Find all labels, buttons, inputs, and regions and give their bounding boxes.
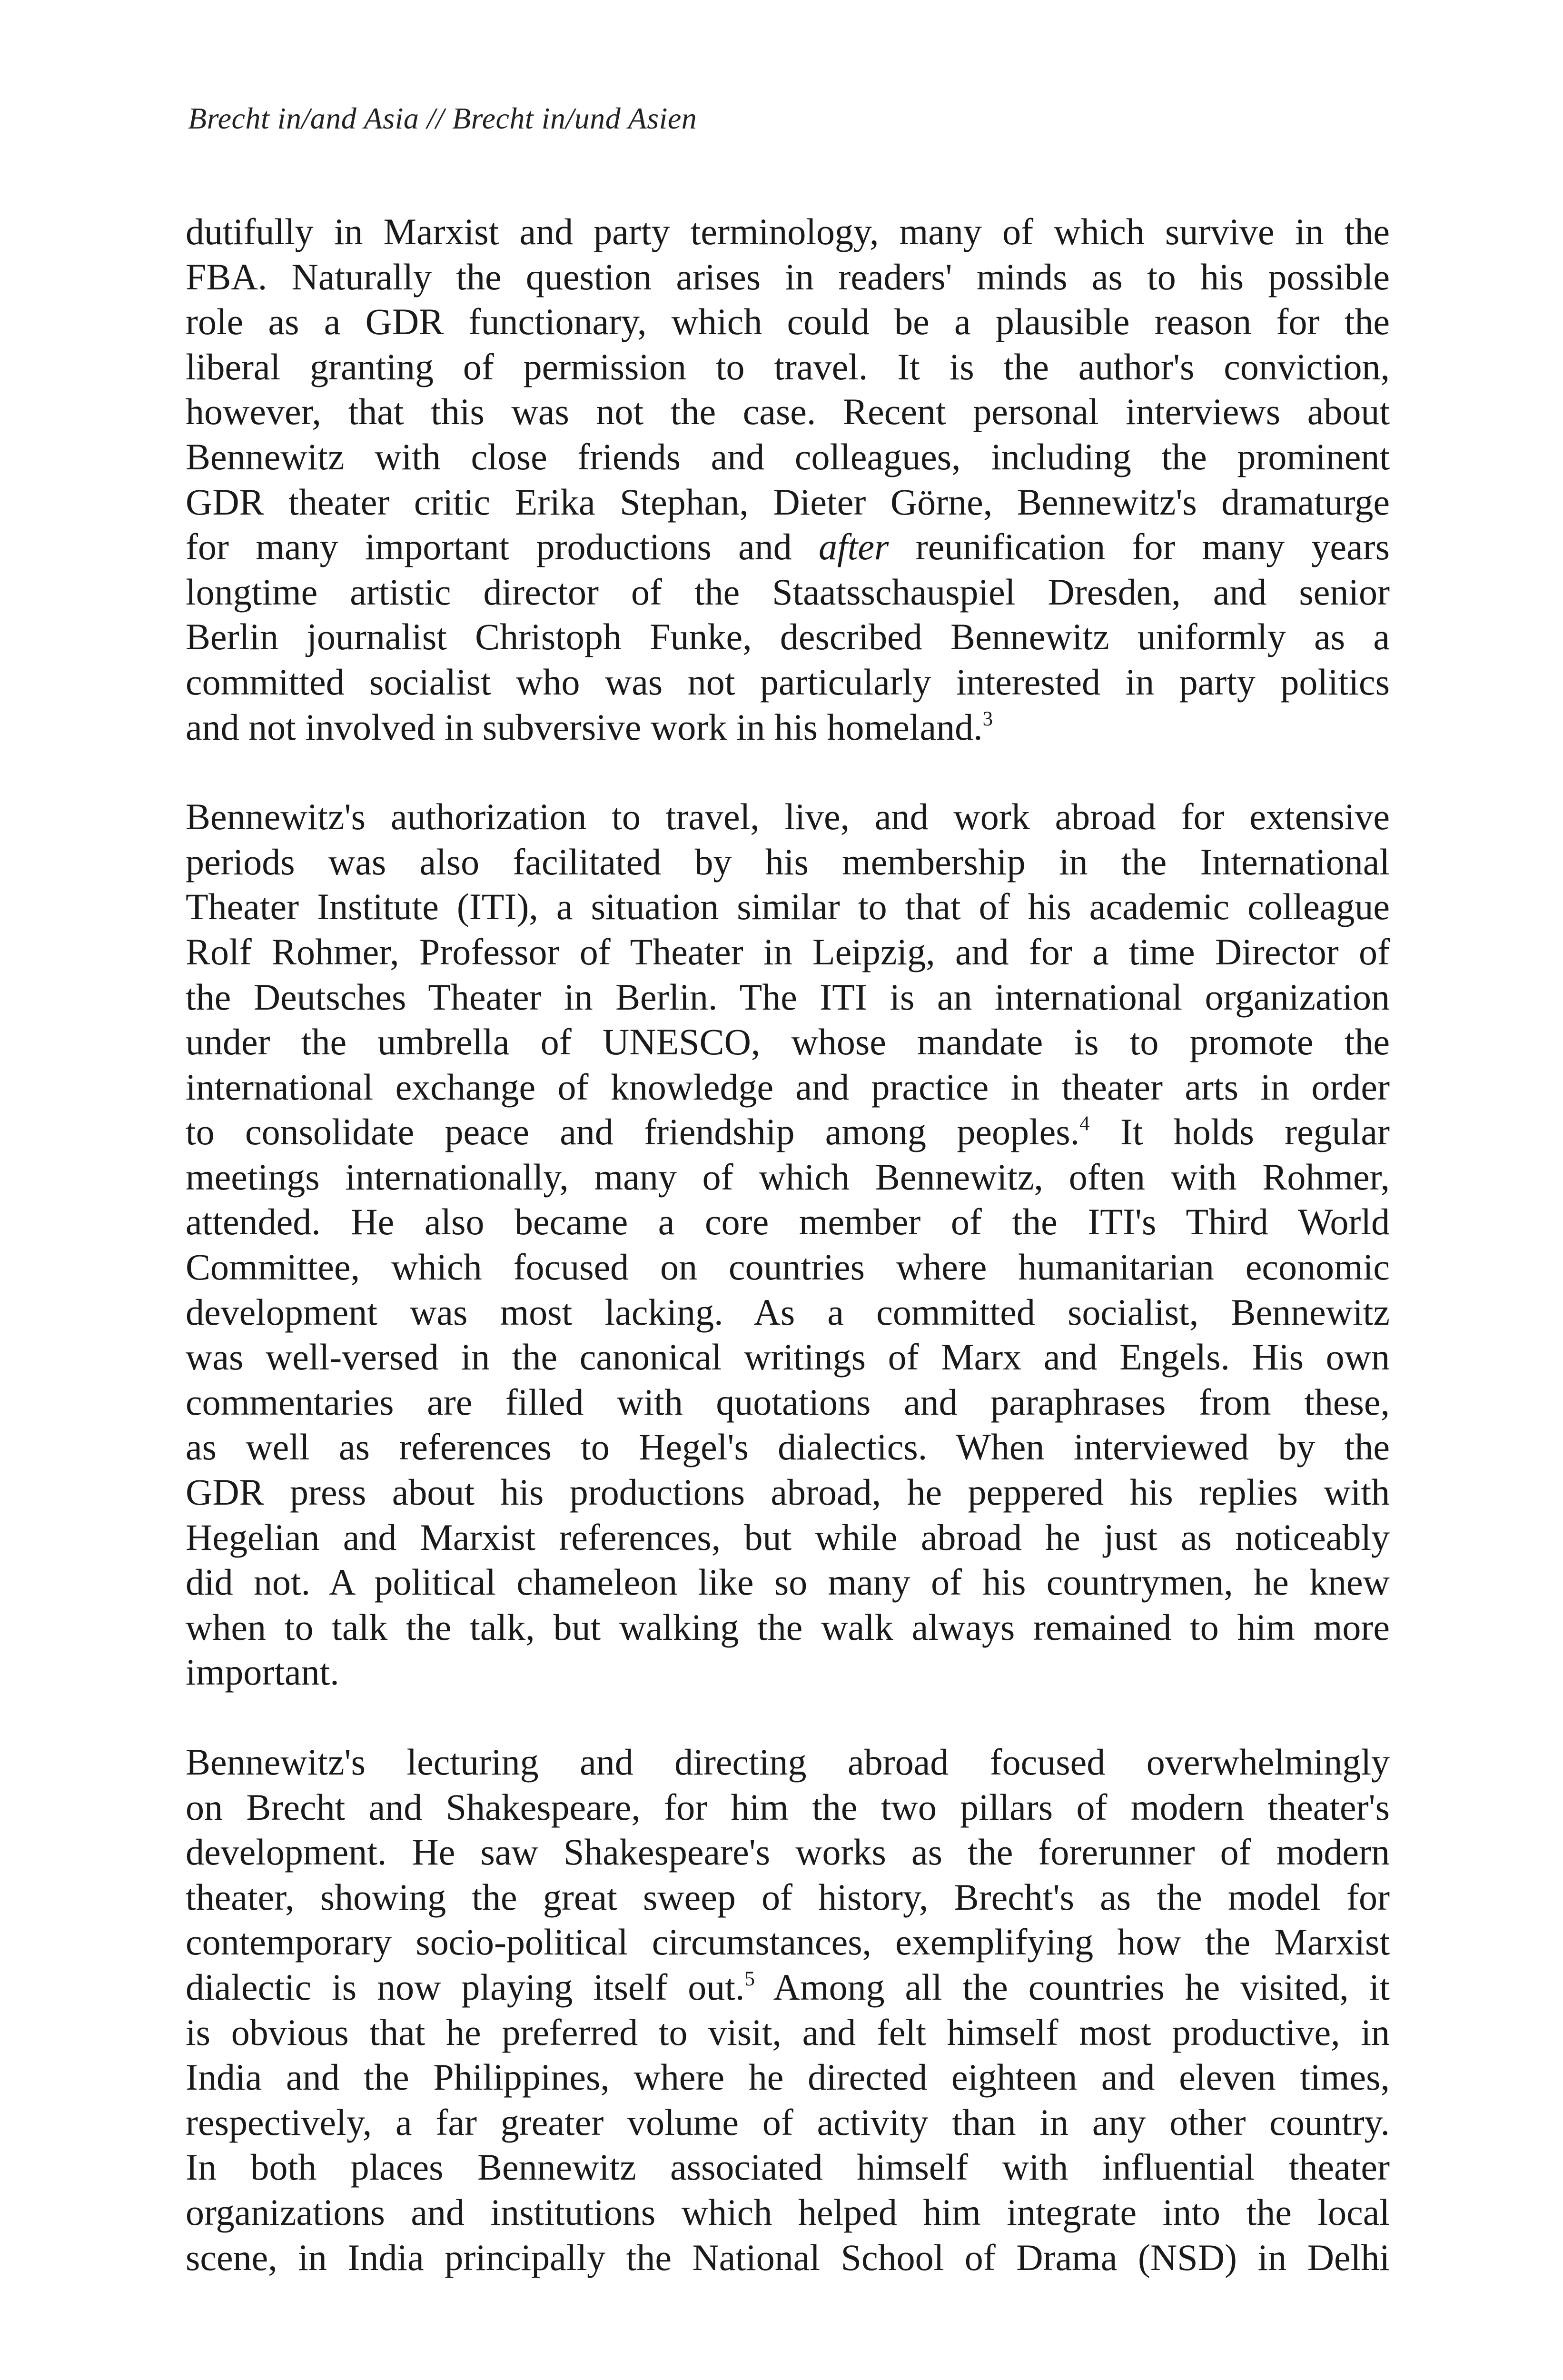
text-line: commentaries are filled with quotations and paraphrases from these,: [186, 1381, 1390, 1423]
text-line: [186, 525, 1390, 570]
text-line: liberal granting of permission to travel. It is the author's conviction,: [186, 346, 1390, 387]
text-line: important.: [186, 1651, 339, 1693]
text-line: organizations and institutions which helped him integrate into the local: [186, 2191, 1390, 2233]
text-line: role as a GDR functionary, which could be a plausible reason for the: [186, 301, 1390, 343]
text-line: dutifully in Marxist and party terminology, many of which survive in the: [186, 211, 1390, 252]
text-line: Theater Institute (ITI), a situation similar to that of his academic colleague: [186, 886, 1390, 928]
text-line: did not. A political chameleon like so many of his countrymen, he knew: [186, 1561, 1390, 1603]
text-line: Rolf Rohmer, Professor of Theater in Leipzig, and for a time Director of: [186, 931, 1390, 972]
text-line: attended. He also became a core member of the ITI's Third World: [186, 1201, 1390, 1243]
text-line: India and the Philippines, where he directed eighteen and eleven times,: [186, 2056, 1390, 2098]
text-line: the Deutsches Theater in Berlin. The ITI is an international organization: [186, 976, 1390, 1018]
text-line: In both places Bennewitz associated himself with influential theater: [186, 2146, 1390, 2188]
text-line: FBA. Naturally the question arises in readers' minds as to his possible: [186, 256, 1390, 298]
text-line: respectively, a far greater volume of activity than in any other country.: [186, 2101, 1390, 2143]
text-line: scene, in India principally the National School of Drama (NSD) in Delhi: [186, 2236, 1390, 2278]
text-line: as well as references to Hegel's dialectics. When interviewed by the: [186, 1426, 1390, 1468]
text-line: GDR theater critic Erika Stephan, Dieter Görne, Bennewitz's dramaturge: [186, 481, 1390, 523]
text-segment: and not involved in subversive work in his homeland.: [186, 706, 983, 748]
text-segment: It holds regular: [1120, 1111, 1390, 1153]
paragraph-2: [186, 794, 1390, 1695]
text-line: Hegelian and Marxist references, but while abroad he just as noticeably: [186, 1516, 1390, 1558]
text-segment: Among all the countries he visited, it: [773, 1966, 1390, 2008]
paragraph-1: [186, 209, 1390, 750]
footnote-ref-4: 4: [1079, 1112, 1090, 1135]
text-line: Bennewitz's authorization to travel, live, and work abroad for extensive: [186, 796, 1390, 838]
text-line: was well-versed in the canonical writings of Marx and Engels. His own: [186, 1336, 1390, 1378]
running-head: Brecht in/and Asia // Brecht in/und Asien: [188, 101, 697, 135]
italic-emphasis: after: [819, 526, 889, 568]
text-segment: for many important productions and: [186, 526, 792, 568]
text-line: when to talk the talk, but walking the walk always remained to him more: [186, 1606, 1390, 1648]
text-line: however, that this was not the case. Recent personal interviews about: [186, 391, 1390, 433]
text-line: Bennewitz with close friends and colleagues, including the prominent: [186, 436, 1390, 477]
text-line: [186, 1965, 1390, 2010]
text-segment: reunification for many years: [915, 526, 1390, 568]
text-segment: to consolidate peace and friendship among peoples.: [186, 1111, 1080, 1153]
footnote-ref-3: 3: [982, 707, 993, 730]
footnote-ref-5: 5: [744, 1967, 755, 1990]
text-line: development. He saw Shakespeare's works as the forerunner of modern: [186, 1831, 1390, 1873]
text-line: [186, 1110, 1390, 1155]
text-line: under the umbrella of UNESCO, whose mandate is to promote the: [186, 1021, 1390, 1063]
text-line: Bennewitz's lecturing and directing abroad focused overwhelmingly: [186, 1741, 1390, 1783]
text-line: contemporary socio-political circumstances, exemplifying how the Marxist: [186, 1921, 1390, 1963]
text-line: meetings internationally, many of which Bennewitz, often with Rohmer,: [186, 1156, 1390, 1198]
text-line: international exchange of knowledge and practice in theater arts in order: [186, 1066, 1390, 1108]
paragraph-3: [186, 1740, 1390, 2280]
text-line: GDR press about his productions abroad, he peppered his replies with: [186, 1471, 1390, 1513]
text-line: Berlin journalist Christoph Funke, described Bennewitz uniformly as a: [186, 616, 1390, 658]
text-line: development was most lacking. As a committed socialist, Bennewitz: [186, 1291, 1390, 1333]
text-line: on Brecht and Shakespeare, for him the two pillars of modern theater's: [186, 1786, 1390, 1828]
text-line: Committee, which focused on countries where humanitarian economic: [186, 1246, 1390, 1288]
text-line: theater, showing the great sweep of history, Brecht's as the model for: [186, 1876, 1390, 1918]
text-line: longtime artistic director of the Staatsschauspiel Dresden, and senior: [186, 571, 1390, 613]
text-segment: dialectic is now playing itself out.: [186, 1966, 745, 2008]
text-line: committed socialist who was not particularly interested in party politics: [186, 661, 1390, 703]
text-line: is obvious that he preferred to visit, and felt himself most productive, in: [186, 2011, 1390, 2053]
body-text: [186, 209, 1390, 2280]
text-line: [186, 705, 1390, 750]
text-line: periods was also facilitated by his membership in the International: [186, 841, 1390, 883]
